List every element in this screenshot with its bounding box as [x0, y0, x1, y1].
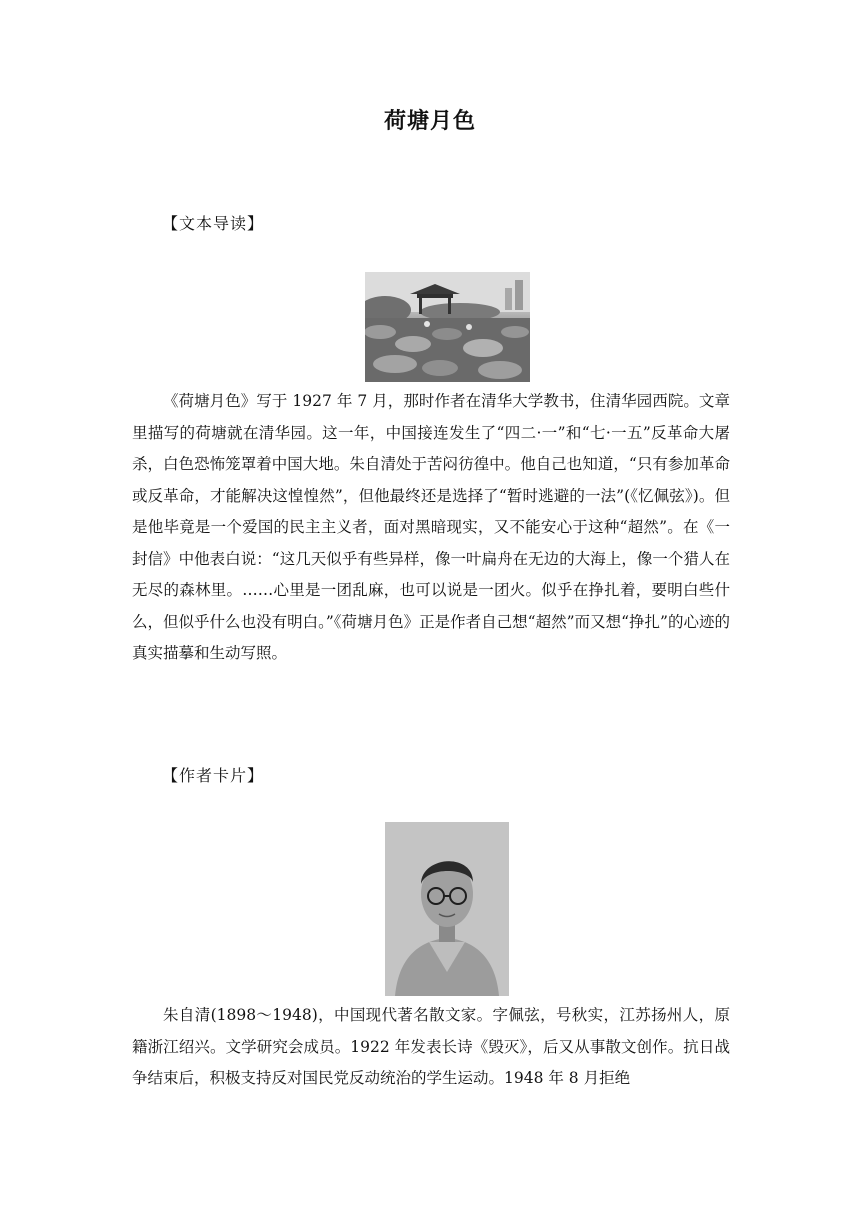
section-heading-author-card: 【作者卡片】 — [162, 766, 265, 785]
lotus-pond-photo — [365, 272, 530, 382]
author-card-paragraph: 朱自清(1898～1948)，中国现代著名散文家。字佩弦，号秋实，江苏扬州人，原籍浙江绍兴。文学研究会成员。1922 年发表长诗《毁灭》，后又从事散文创作。抗日战争结束后，积极支持反对国民党反动统治的学生运动。1948 年 8 月拒绝 — [132, 1006, 730, 1087]
page-title: 荷塘月色 — [383, 108, 476, 134]
reading-guide-paragraph: 《荷塘月色》写于 1927 年 7 月，那时作者在清华大学教书，住清华园西院。文章里描写的荷塘就在清华园。这一年，中国接连发生了“四二·一”和“七·一五”反革命大屠杀，白色恐怖笼罩着中国大地。朱自清处于苦闷彷徨中。他自己也知道，“只有参加革命或反革命，才能解决这惶惶然”，但他最终还是选择了“暂时逃避的一法”(《忆佩弦》)。但是他毕竟是一个爱国的民主主义者，面对黑暗现实，又不能安心于这种“超然”。在《一封信》中他表白说：“这几天似乎有些异样，像一叶扁舟在无边的大海上，像一个猎人在无尽的森林里。……心里是一团乱麻，也可以说是一团火。似乎在挣扎着，要明白些什么，但似乎什么也没有明白。”《荷塘月色》正是作者自己想“超然”而又想“挣扎”的心迹的真实描摹和生动写照。 — [132, 392, 730, 662]
author-portrait-photo-icon — [385, 822, 509, 996]
author-portrait — [385, 822, 509, 996]
section-heading-reading-guide: 【文本导读】 — [162, 214, 265, 233]
lotus-pond-pavilion-photo-icon — [365, 272, 530, 382]
